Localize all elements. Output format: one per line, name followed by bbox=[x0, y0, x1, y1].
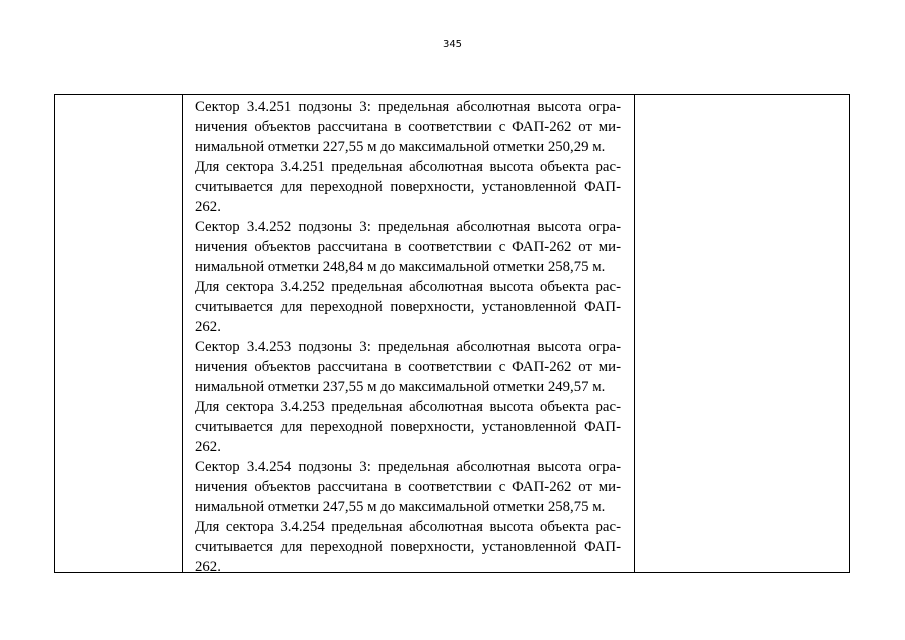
text-line: ничения объектов рассчитана в соответствии с ФАП-262 от ми- bbox=[195, 119, 621, 135]
page-number: 345 bbox=[442, 39, 463, 50]
text-line: Для сектора 3.4.252 предельная абсолютная высота объекта рас- bbox=[195, 279, 621, 295]
text-line: 262. bbox=[195, 439, 221, 455]
text-line: нимальной отметки 237,55 м до максимальной отметки 249,57 м. bbox=[195, 379, 606, 395]
text-line: ничения объектов рассчитана в соответствии с ФАП-262 от ми- bbox=[195, 479, 621, 495]
text-line: 262. bbox=[195, 199, 221, 215]
text-line: Сектор 3.4.251 подзоны 3: предельная абсолютная высота огра- bbox=[195, 99, 621, 115]
text-line: считывается для переходной поверхности, установленной ФАП- bbox=[195, 539, 621, 555]
text-line: нимальной отметки 247,55 м до максимальной отметки 258,75 м. bbox=[195, 499, 606, 515]
table-cell-sector-descriptions bbox=[183, 95, 635, 575]
text-line: 262. bbox=[195, 559, 221, 575]
text-line: считывается для переходной поверхности, установленной ФАП- bbox=[195, 179, 621, 195]
text-line: ничения объектов рассчитана в соответствии с ФАП-262 от ми- bbox=[195, 239, 621, 255]
text-line: Для сектора 3.4.251 предельная абсолютная высота объекта рас- bbox=[195, 159, 621, 175]
text-line: нимальной отметки 227,55 м до максимальной отметки 250,29 м. bbox=[195, 139, 606, 155]
text-line: Сектор 3.4.254 подзоны 3: предельная абсолютная высота огра- bbox=[195, 459, 621, 475]
text-line: Для сектора 3.4.254 предельная абсолютная высота объекта рас- bbox=[195, 519, 621, 535]
table-cell-left bbox=[55, 95, 183, 572]
text-line: 262. bbox=[195, 319, 221, 335]
table-cell-right bbox=[635, 95, 849, 572]
text-line: считывается для переходной поверхности, установленной ФАП- bbox=[195, 299, 621, 315]
text-line: Для сектора 3.4.253 предельная абсолютная высота объекта рас- bbox=[195, 399, 621, 415]
document-table bbox=[54, 94, 850, 573]
text-line: считывается для переходной поверхности, установленной ФАП- bbox=[195, 419, 621, 435]
text-line: Сектор 3.4.252 подзоны 3: предельная абсолютная высота огра- bbox=[195, 219, 621, 235]
text-line: ничения объектов рассчитана в соответствии с ФАП-262 от ми- bbox=[195, 359, 621, 375]
text-line: нимальной отметки 248,84 м до максимальной отметки 258,75 м. bbox=[195, 259, 606, 275]
text-line: Сектор 3.4.253 подзоны 3: предельная абсолютная высота огра- bbox=[195, 339, 621, 355]
